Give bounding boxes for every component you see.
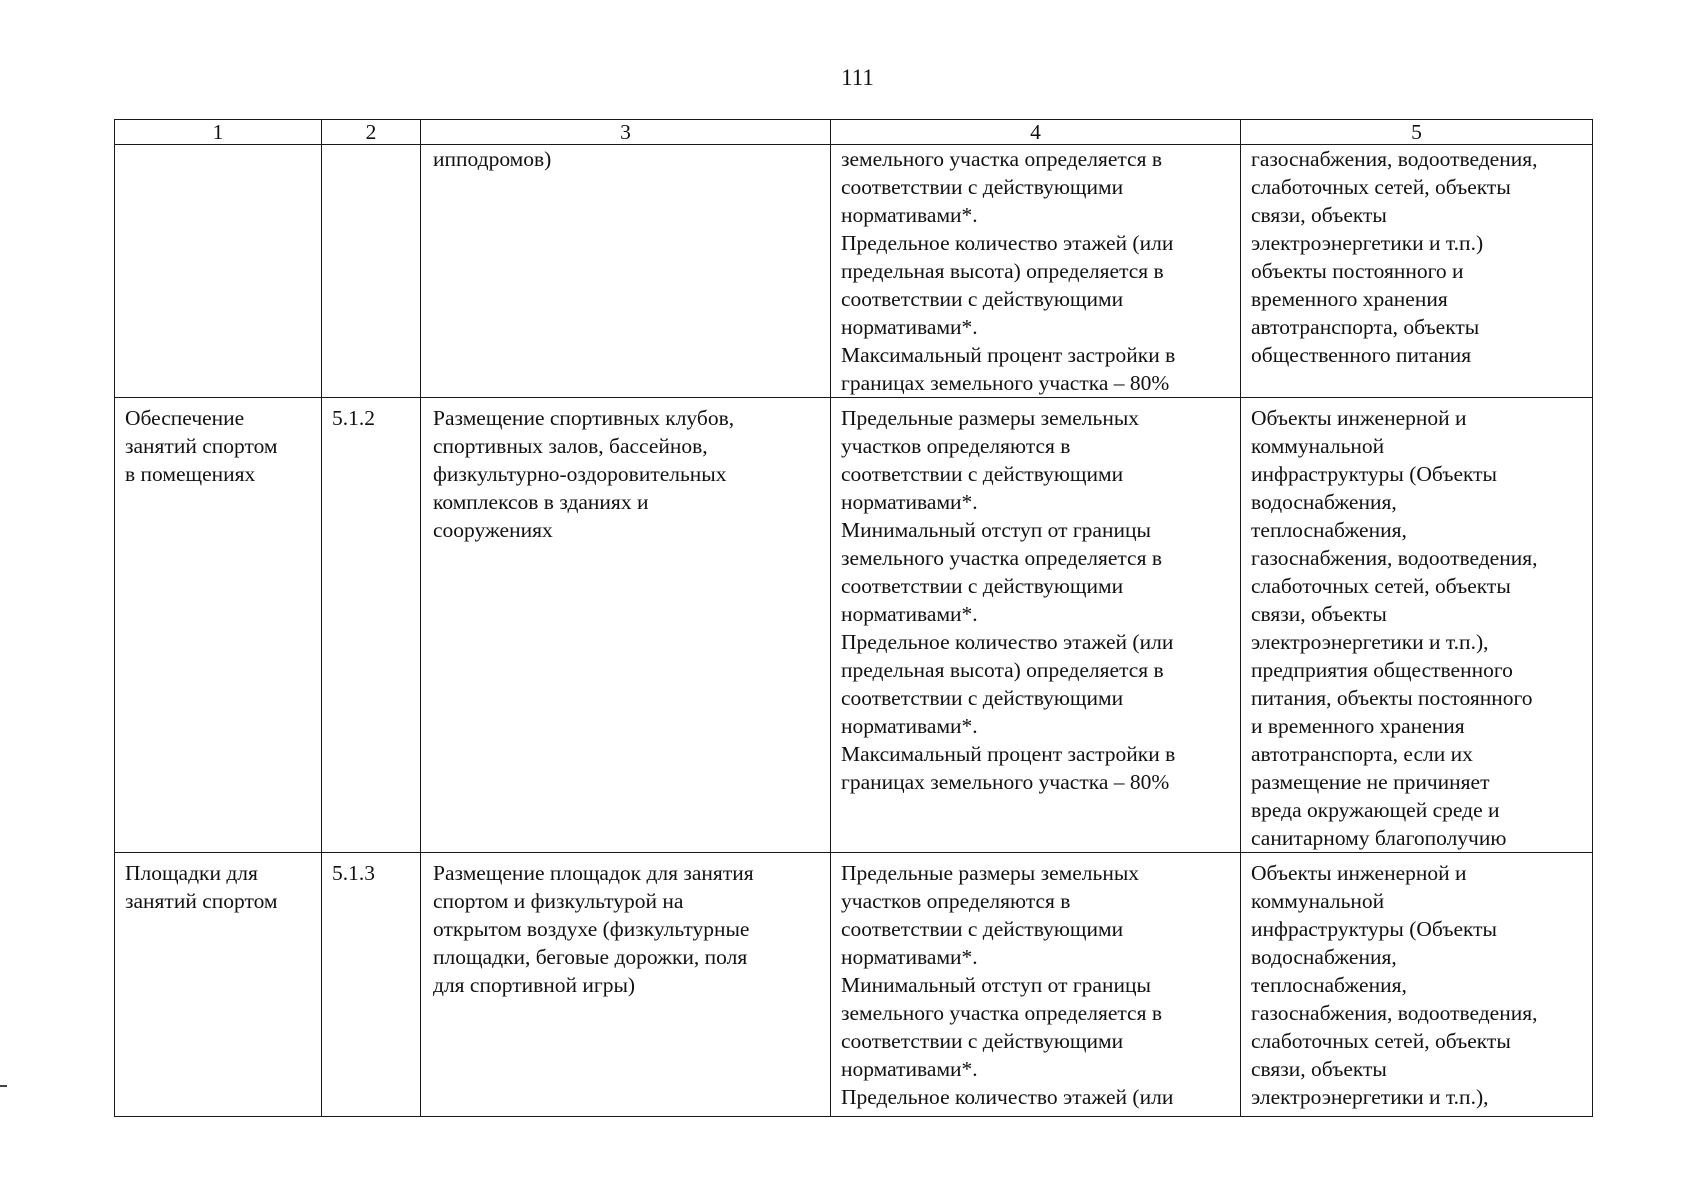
- use-type-name-cell: [115, 145, 322, 398]
- use-description-cell: ипподромов): [421, 145, 831, 398]
- land-use-table: [114, 119, 1593, 1117]
- parameters-cell: земельного участка определяется в соответствии с действующими нормативами*. Предельное количество этажей (или предельная высота) определяется в соответствии с действующими нормативами*. Максимальный процент застройки в границах земельного участка – 80%: [831, 145, 1241, 398]
- parameters-cell: Предельные размеры земельных участков определяются в соответствии с действующими нормативами*. Минимальный отступ от границы земельного участка определяется в соответствии с действующими нормативами*. Предельное количество этажей (или: [831, 853, 1241, 1117]
- auxiliary-uses-cell: Объекты инженерной и коммунальной инфраструктуры (Объекты водоснабжения, теплоснабжения, газоснабжения, водоотведения, слаботочных сетей, объекты связи, объекты электроэнергетики и т.п.),: [1241, 853, 1593, 1117]
- use-code-cell: [322, 145, 421, 398]
- use-type-name-cell: Площадки для занятий спортом: [115, 853, 322, 1117]
- use-code-cell: 5.1.2: [322, 398, 421, 853]
- column-header: 5: [1241, 120, 1593, 145]
- use-description-cell: Размещение спортивных клубов, спортивных залов, бассейнов, физкультурно-оздоровительных комплексов в зданиях и сооружениях: [421, 398, 831, 853]
- column-header: 3: [421, 120, 831, 145]
- table-row: [115, 145, 1593, 398]
- table-row: [115, 853, 1593, 1117]
- use-code-cell: 5.1.3: [322, 853, 421, 1117]
- column-header: 1: [115, 120, 322, 145]
- auxiliary-uses-cell: газоснабжения, водоотведения, слаботочных сетей, объекты связи, объекты электроэнергетики и т.п.) объекты постоянного и временного хранения автотранспорта, объекты общественного питания: [1241, 145, 1593, 398]
- column-header: 4: [831, 120, 1241, 145]
- column-header-row: [115, 120, 1593, 145]
- use-type-name-cell: Обеспечение занятий спортом в помещениях: [115, 398, 322, 853]
- scan-edge-mark: [0, 1085, 7, 1087]
- use-description-cell: Размещение площадок для занятия спортом и физкультурой на открытом воздухе (физкультурные площадки, беговые дорожки, поля для спортивной игры): [421, 853, 831, 1117]
- auxiliary-uses-cell: Объекты инженерной и коммунальной инфраструктуры (Объекты водоснабжения, теплоснабжения, газоснабжения, водоотведения, слаботочных сетей, объекты связи, объекты электроэнергетики и т.п.), предприятия общественного питания, объекты постоянного и временного хранения автотранспорта, если их размещение не причиняет вреда окружающей среде и санитарному благополучию: [1241, 398, 1593, 853]
- table-row: [115, 398, 1593, 853]
- column-header: 2: [322, 120, 421, 145]
- page-number: 111: [841, 65, 874, 90]
- parameters-cell: Предельные размеры земельных участков определяются в соответствии с действующими нормативами*. Минимальный отступ от границы земельного участка определяется в соответствии с действующими нормативами*. Предельное количество этажей (или предельная высота) определяется в соответствии с действующими нормативами*. Максимальный процент застройки в границах земельного участка – 80%: [831, 398, 1241, 853]
